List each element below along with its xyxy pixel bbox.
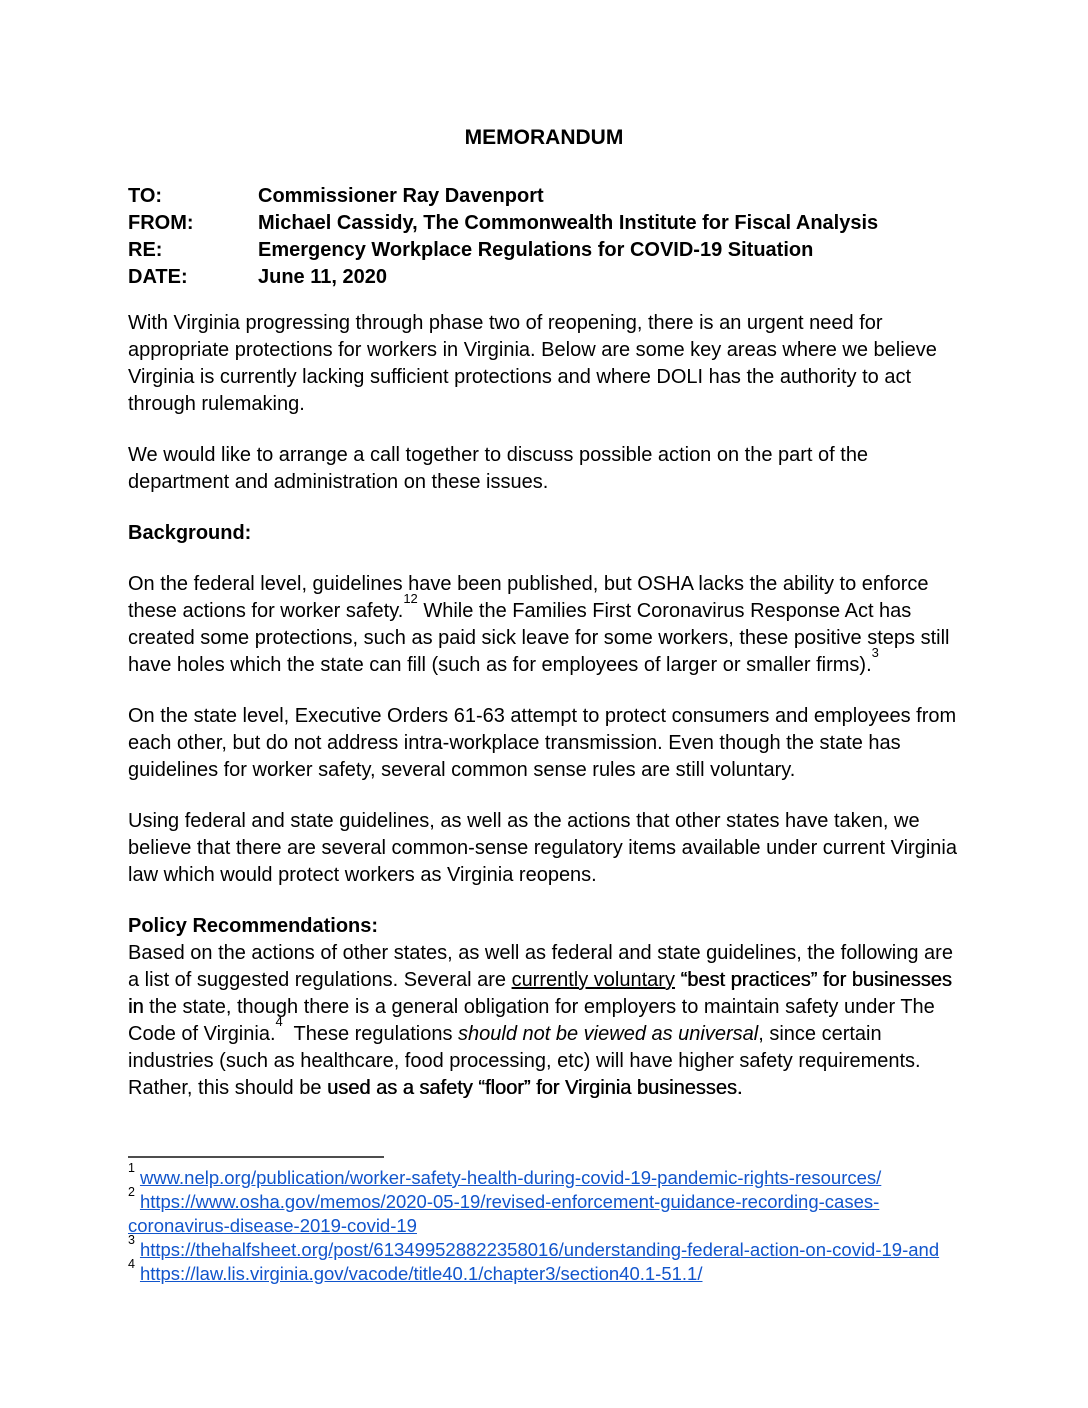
header-value-from: Michael Cassidy, The Commonwealth Institute for Fiscal Analysis [258, 212, 879, 234]
footnote-number-2: 2 [128, 1184, 135, 1199]
text-run: These regulations [282, 1023, 459, 1045]
footnote-item-4 [128, 1256, 960, 1286]
text-run-best-practices: “best practices” for businesses in [128, 969, 952, 1018]
paragraph-policy-recommendations [128, 940, 960, 1102]
header-row-re [128, 237, 960, 264]
header-label-date: DATE: [128, 266, 188, 288]
text-run: , since certain industries (such as healthcare, food processing, etc) will have higher safety requirements. Rather, this should be [128, 1023, 921, 1099]
footnote-number-4: 4 [128, 1256, 135, 1271]
italic-text-not-universal: should not be viewed as universal [458, 1023, 759, 1045]
footnote-number-3: 3 [128, 1232, 135, 1247]
memo-title: MEMORANDUM [464, 126, 624, 149]
text-run: While the Families First Coronavirus Response Act has created some protections, such as paid sick leave for some workers, these positive steps still have holes which the state can fill (such as for employees of larger or smaller firms). [128, 600, 950, 676]
header-row-to [128, 183, 960, 210]
footnote-item-3 [128, 1232, 960, 1262]
footnote-ref-4: 4 [275, 1014, 283, 1030]
footnote-number-1: 1 [128, 1160, 135, 1175]
paragraph-call-request: We would like to arrange a call together to discuss possible action on the part of the department and administration on these issues. [128, 444, 869, 493]
footnotes-block [128, 1160, 960, 1286]
footnote-item-2 [128, 1184, 960, 1238]
header-label-to: TO: [128, 185, 163, 207]
text-run: Based on the actions of other states, as well as federal and state guidelines, the following are a list of suggested regulations. Several are [128, 942, 953, 991]
header-label-from: FROM: [128, 212, 194, 234]
header-label-re: RE: [128, 239, 163, 261]
paragraph-intro: With Virginia progressing through phase two of reopening, there is an urgent need for appropriate protections for workers in Virginia. Below are some key areas where we believe Virginia is currently lacking sufficient protections and where DOLI has the authority to act through rulemaking. [128, 312, 937, 415]
footnote-link-1[interactable]: www.nelp.org/publication/worker-safety-health-during-covid-19-pandemic-rights-resources/ [139, 1167, 882, 1188]
footnote-separator-line [128, 1156, 384, 1158]
footnote-link-2[interactable]: https://www.osha.gov/memos/2020-05-19/revised-enforcement-guidance-recording-cases-coronavirus-disease-2019-covid-19 [128, 1191, 880, 1236]
header-value-re: Emergency Workplace Regulations for COVID-19 Situation [258, 239, 814, 261]
paragraph-state-level: On the state level, Executive Orders 61-63 attempt to protect consumers and employees from each other, but do not address intra-workplace transmission. Even though the state has guidelines for worker safety, several common sense rules are still voluntary. [128, 705, 957, 781]
header-value-date: June 11, 2020 [258, 266, 387, 288]
footnote-ref-1-2: 12 [403, 591, 418, 607]
header-value-to: Commissioner Ray Davenport [258, 185, 544, 207]
footnote-link-4[interactable]: https://law.lis.virginia.gov/vacode/title40.1/chapter3/section40.1-51.1/ [139, 1263, 703, 1284]
header-row-from [128, 210, 960, 237]
text-run-safety-floor: used as a safety “floor” for Virginia businesses. [327, 1077, 743, 1099]
text-run: the state, though there is a general obligation for employers to maintain safety under The Code of Virginia. [128, 996, 935, 1045]
footnote-ref-3: 3 [871, 645, 879, 661]
paragraph-using-guidelines: Using federal and state guidelines, as well as the actions that other states have taken, we believe that there are several common-sense regulatory items available under current Virginia law which would protect workers as Virginia reopens. [128, 810, 957, 886]
header-row-date [128, 264, 960, 291]
text-run: On the federal level, guidelines have been published, but OSHA lacks the ability to enforce these actions for worker safety. [128, 573, 929, 622]
underlined-text-currently-voluntary: currently voluntary [511, 969, 675, 991]
section-heading-policy-recommendations: Policy Recommendations: [128, 915, 379, 937]
memo-header-block [128, 183, 960, 291]
footnote-link-3[interactable]: https://thehalfsheet.org/post/613499528822358016/understanding-federal-action-on-covid-19-and [139, 1239, 940, 1260]
paragraph-federal-level [128, 571, 960, 679]
section-heading-background: Background: [128, 522, 252, 544]
footnote-item-1 [128, 1160, 960, 1190]
